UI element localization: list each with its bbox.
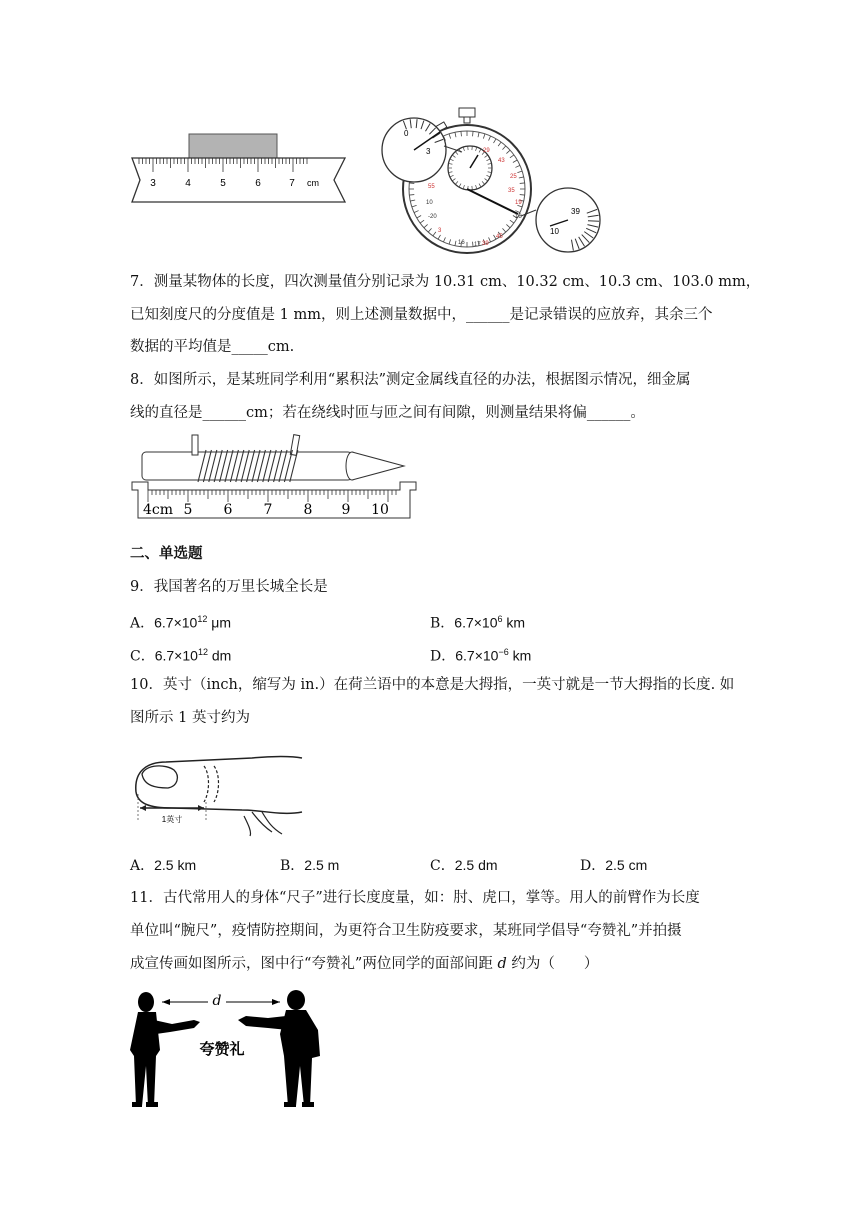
q7-line-3: 数据的平均值是_____cm. [130,339,295,355]
dial-number: 17 [474,242,481,248]
dial-number: 3 [438,228,442,234]
option-exp: 12 [197,614,208,624]
ruler-figure [130,128,352,208]
inset-label: 10 [550,227,559,236]
tick-mark [520,195,525,196]
dial-number: 29 [483,148,490,154]
tick-mark [409,183,414,184]
coil-ruler-tick: 4cm [142,502,174,518]
q11-line-3-pre: 成宣传画如图所示，图中行“夸赞礼”两位同学的面部间距 [130,956,498,972]
ruler-unit-label: cm [307,178,319,188]
coil-ruler-tick: 7 [263,502,273,518]
option-letter: A． [130,858,155,874]
measured-block [189,134,277,158]
ruler-tick-label: 4 [185,178,191,189]
praise-gesture-figure [128,990,334,1110]
pencil-tip [352,452,404,480]
q9-option-b[interactable] [430,609,525,634]
option-letter: D． [580,858,606,874]
option-letter: B． [280,858,305,874]
q10-line-2: 图所示 1 英寸约为 [130,710,250,726]
q11-variable-d: d [497,956,507,972]
option-exp: 6 [497,614,503,624]
dial-number: 25 [510,174,517,180]
dial-number: 43 [498,158,505,164]
tick-mark [520,183,525,184]
option-base: 6.7×10 [154,614,198,631]
stopwatch-figure [378,106,604,258]
option-unit: dm [207,647,232,664]
coil-ruler-tick: 9 [341,502,351,518]
q10-option-c[interactable] [430,855,498,876]
dial-number: 10 [426,200,433,206]
dial-number: 35 [508,188,515,194]
coil-ruler-tick: 6 [223,502,233,518]
option-letter: C． [430,858,455,874]
tick-mark [461,131,462,136]
coil-ruler-tick: 8 [303,502,313,518]
q7-line-2: 已知刻度尺的分度值是 1 mm，则上述测量数据中，______是记录错误的应放弃，其余三个 [130,307,713,323]
thumb-figure [132,752,308,838]
pencil-body [142,452,352,480]
praise-caption: 夸赞礼 [199,1040,245,1058]
q9-option-a[interactable] [130,609,231,634]
q8-line-1: 8．如图所示，是某班同学利用“累积法”测定金属线直径的办法，根据图示情况，细金属 [130,372,691,388]
distance-label-d: d [212,993,222,1009]
q11-line-1: 11．古代常用人的身体“尺子”进行长度度量，如：肘、虎口，掌等。用人的前臂作为长度 [130,890,700,906]
coil-figure [128,430,420,522]
option-text: 2.5 m [304,857,340,873]
coil-ruler-tick: 5 [183,502,193,518]
inch-label: 1英寸 [161,815,183,824]
stopwatch-crown [459,108,475,117]
ruler-tick-label: 6 [255,178,261,189]
q9-option-c[interactable] [130,642,231,667]
dial-number: 16 [458,240,465,246]
right-person-silhouette [238,990,320,1107]
dial-number: 55 [428,184,435,190]
inset-label: 0 [404,129,409,138]
dial-number: -20 [428,214,437,220]
option-unit: km [502,614,526,631]
q8-line-2: 线的直径是______cm；若在绕线时匝与匝之间有间隙，则测量结果将偏______。 [130,405,645,421]
option-unit: km [508,647,532,664]
option-letter: C． [130,648,155,665]
left-person-silhouette [130,992,200,1107]
q11-line-3-post: 约为（ ） [506,956,599,972]
section-heading: 二、单选题 [130,545,203,562]
q7-line-1: 7．测量某物体的长度，四次测量值分别记录为 10.31 cm、10.32 cm、10.3 cm、103.0 mm， [130,274,761,290]
tick-mark [409,195,414,196]
option-base: 6.7×10 [455,647,499,664]
q10-option-d[interactable] [580,855,647,876]
dial-number: 45 [496,234,503,240]
option-letter: A． [130,615,155,632]
q9-stem: 9．我国著名的万里长城全长是 [130,579,328,595]
q10-option-b[interactable] [280,855,339,876]
tick-mark [473,131,474,136]
option-text: 2.5 cm [605,857,648,873]
q9-option-d[interactable] [430,642,531,667]
coil-ruler-tick: 10 [371,502,389,518]
option-base: 6.7×10 [454,614,498,631]
option-text: 2.5 dm [454,857,498,873]
inset-label: 3 [426,147,431,156]
dial-number: 18 [515,214,522,220]
option-exp: 12 [197,647,208,657]
thumb-nail [142,766,177,788]
q10-option-a[interactable] [130,855,196,876]
inset-label: 39 [571,207,580,216]
tick-mark [473,242,474,247]
ruler-tick-label: 7 [289,178,295,189]
dial-number: 39 [482,241,489,247]
option-exp: −6 [498,647,509,657]
q11-line-3 [130,954,598,974]
option-letter: B． [430,615,455,632]
ruler-tick-label: 5 [220,178,226,189]
dial-number: 19 [515,200,522,206]
q11-line-2: 单位叫“腕尺”，疫情防控期间，为更符合卫生防疫要求，某班同学倡导“夸赞礼”并拍摄 [130,923,682,939]
option-text: 2.5 km [154,857,197,873]
option-letter: D． [430,648,456,665]
q10-line-1: 10．英寸（inch，缩写为 in.）在荷兰语中的本意是大拇指，一英寸就是一节大拇指的长度. 如 [130,677,735,693]
option-unit: μm [207,614,231,631]
option-base: 6.7×10 [154,647,198,664]
ruler-tick-label: 3 [150,178,156,189]
